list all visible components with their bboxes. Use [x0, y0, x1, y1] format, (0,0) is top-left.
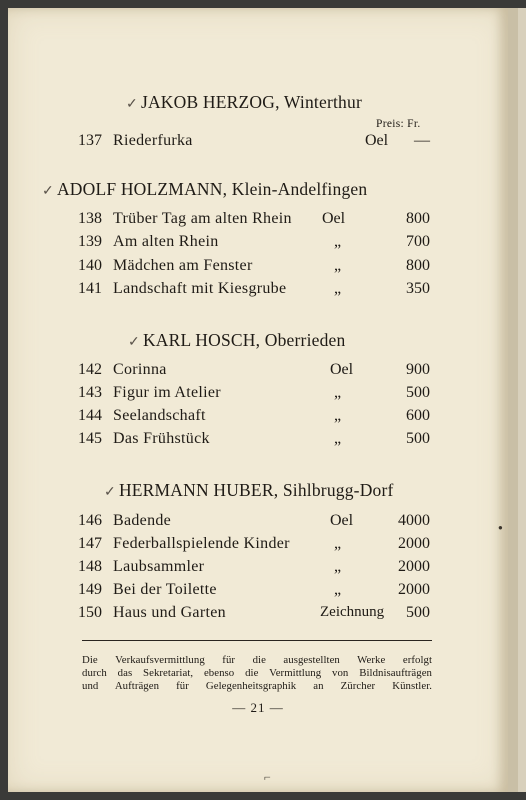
entry-title: Seelandschaft: [113, 407, 206, 424]
artist-heading: [128, 330, 345, 351]
check-mark-icon: ✓: [42, 184, 54, 199]
page-number: — 21 —: [232, 700, 284, 715]
page-edge: [508, 8, 518, 792]
entry-number: 146: [78, 512, 102, 529]
catalog-entry: [78, 384, 430, 406]
catalog-entry: [78, 558, 430, 580]
entry-number: 137: [78, 132, 102, 149]
footnote-line: Die Verkaufsvermittlung für die ausgestellten Werke erfolgt: [82, 654, 432, 666]
entry-title: Haus und Garten: [113, 604, 226, 621]
entry-number: 147: [78, 535, 102, 552]
entry-technique: „: [334, 535, 342, 552]
page-edge-outer: [518, 8, 526, 792]
catalog-entry: [78, 257, 430, 279]
footnote: [82, 654, 432, 693]
entry-number: 144: [78, 407, 102, 424]
check-mark-icon: ✓: [128, 335, 140, 350]
entry-title: Federballspielende Kinder: [113, 535, 290, 552]
entry-price: 500: [406, 604, 430, 621]
entry-number: 145: [78, 430, 102, 447]
entry-price: 2000: [398, 558, 430, 575]
entry-technique: „: [334, 581, 342, 598]
entry-technique: „: [334, 280, 342, 297]
entry-title: Bei der Toilette: [113, 581, 217, 598]
artist-heading: [126, 92, 362, 113]
entry-number: 150: [78, 604, 102, 621]
footnote-rule: [82, 640, 432, 641]
entry-technique: „: [334, 257, 342, 274]
entry-technique: Oel: [330, 361, 354, 378]
catalog-entry: [78, 361, 430, 383]
catalog-entry: [78, 535, 430, 557]
entry-technique: Oel: [330, 512, 354, 529]
entry-number: 138: [78, 210, 102, 227]
entry-price: 350: [406, 280, 430, 297]
footnote-line: durch das Sekretariat, ebenso die Vermittlung von Bildnisaufträgen: [82, 667, 432, 679]
entry-technique: „: [334, 558, 342, 575]
entry-title: Mädchen am Fenster: [113, 257, 253, 274]
entry-price: 500: [406, 384, 430, 401]
check-mark-icon: ✓: [104, 485, 116, 500]
entry-price: 800: [406, 210, 430, 227]
entry-title: Corinna: [113, 361, 167, 378]
entry-title: Badende: [113, 512, 172, 529]
entry-title: Trüber Tag am alten Rhein: [113, 210, 292, 227]
catalog-entry: [78, 407, 430, 429]
catalog-page: [8, 8, 508, 792]
entry-title: Landschaft mit Kiesgrube: [113, 280, 287, 297]
entry-price: 800: [406, 257, 430, 274]
entry-technique: Oel: [322, 210, 346, 227]
entry-technique: „: [334, 407, 342, 424]
artist-name: JAKOB HERZOG, Winterthur: [140, 92, 362, 112]
entry-price: —: [414, 132, 430, 149]
entry-title: Am alten Rhein: [113, 233, 219, 250]
catalog-entry: [78, 280, 430, 302]
entry-number: 139: [78, 233, 102, 250]
artist-name: ADOLF HOLZMANN, Klein-Andelfingen: [56, 179, 368, 199]
catalog-entry: [78, 132, 430, 154]
entry-price: 500: [406, 430, 430, 447]
artist-name: KARL HOSCH, Oberrieden: [142, 330, 346, 350]
price-column-header: Preis: Fr.: [376, 118, 421, 130]
entry-title: Riederfurka: [113, 132, 193, 149]
artist-heading: [42, 179, 367, 200]
entry-technique: Zeichnung: [320, 604, 385, 620]
entry-price: 600: [406, 407, 430, 424]
catalog-entry: [78, 512, 430, 534]
entry-price: 2000: [398, 535, 430, 552]
entry-technique: „: [334, 233, 342, 250]
entry-price: 900: [406, 361, 430, 378]
entry-number: 141: [78, 280, 102, 297]
catalog-entry: [78, 604, 430, 626]
catalog-entry: [78, 430, 430, 452]
entry-technique: „: [334, 430, 342, 447]
entry-number: 149: [78, 581, 102, 598]
check-mark-icon: ✓: [126, 97, 138, 112]
catalog-entry: [78, 233, 430, 255]
catalog-entry: [78, 210, 430, 232]
artist-heading: [104, 480, 394, 501]
entry-price: 2000: [398, 581, 430, 598]
entry-title: Figur im Atelier: [113, 384, 221, 401]
entry-number: 143: [78, 384, 102, 401]
entry-technique: Oel: [365, 132, 389, 149]
entry-technique: „: [334, 384, 342, 401]
entry-number: 148: [78, 558, 102, 575]
entry-price: 700: [406, 233, 430, 250]
catalog-entry: [78, 581, 430, 603]
stray-dot: ●: [498, 523, 503, 532]
entry-title: Laubsammler: [113, 558, 205, 575]
entry-number: 140: [78, 257, 102, 274]
entry-title: Das Frühstück: [113, 430, 210, 447]
artist-name: HERMANN HUBER, Sihlbrugg-Dorf: [118, 480, 394, 500]
stray-mark: ⌐: [264, 770, 271, 784]
entry-price: 4000: [398, 512, 430, 529]
footnote-line: und Aufträgen für Gelegenheitsgraphik an Zürcher Künstler.: [82, 680, 432, 692]
entry-number: 142: [78, 361, 102, 378]
